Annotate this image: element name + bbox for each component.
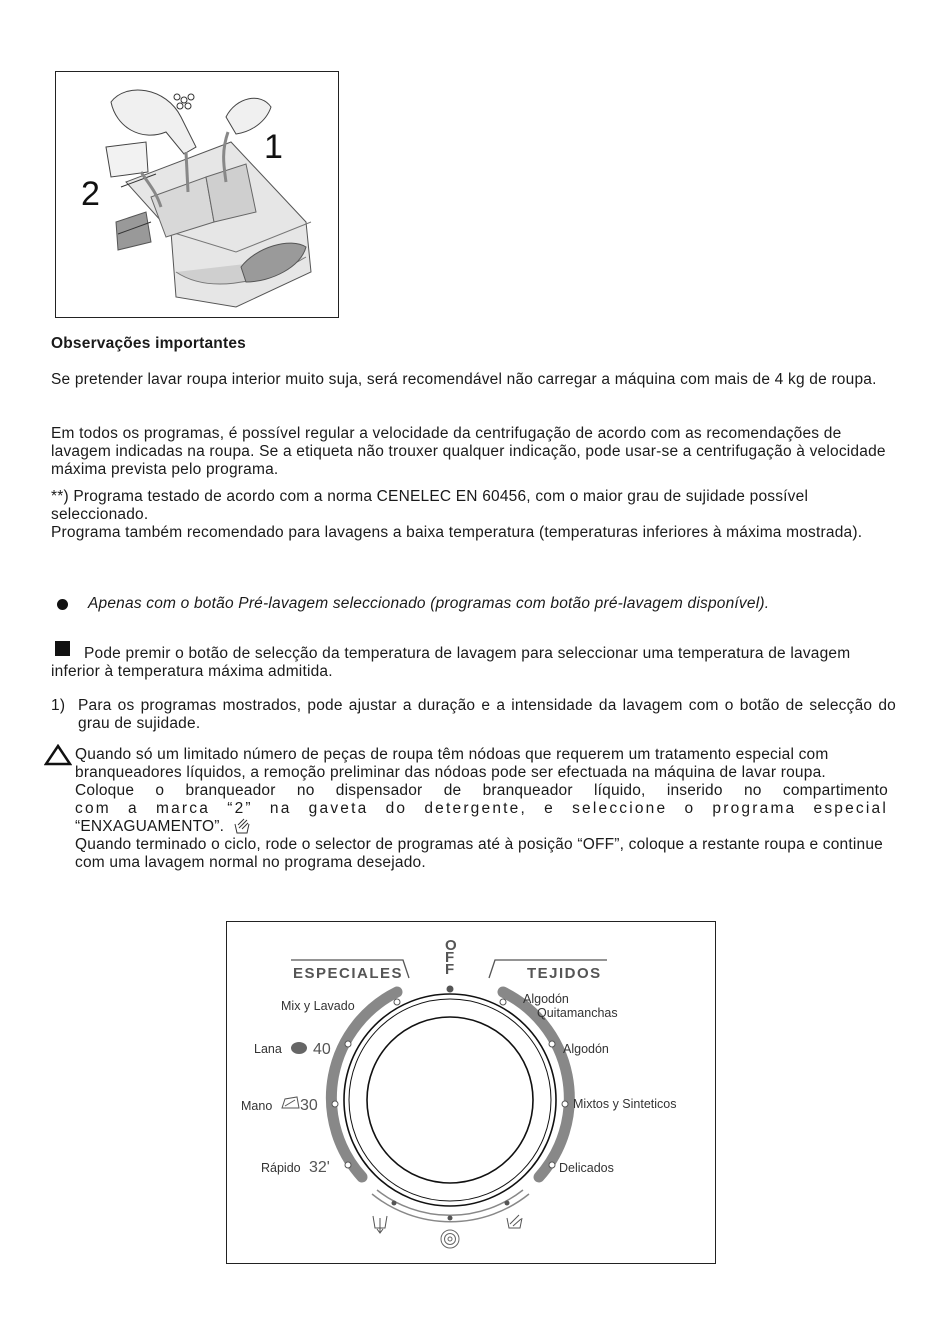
detergent-drawer-illustration [56, 72, 338, 317]
bleach-warning [75, 746, 888, 872]
program-delicados: Delicados [559, 1161, 614, 1175]
off-letter-f1: F [445, 949, 456, 966]
warning-line-3: Quando terminado o ciclo, rode o selector de programas até à posição “OFF”, coloque a restante roupa e continue com uma lavagem normal no programa desejado. [75, 836, 883, 871]
program-lana-temp: 40 [313, 1041, 331, 1058]
program-mixtos-sinteticos: Mixtos y Sinteticos [573, 1097, 677, 1111]
paragraph-cenelec [51, 488, 896, 542]
prewash-note: Apenas com o botão Pré-lavagem seleccionado (programas com botão pré-lavagem disponível). [88, 595, 770, 612]
detergent-drawer-figure [55, 71, 339, 318]
program-rapido-time: 32' [309, 1159, 330, 1176]
program-lana: Lana [254, 1042, 282, 1056]
cenelec-note: **) Programa testado de acordo com a norma CENELEC EN 60456, com o maior grau de sujidade possível seleccionado. [51, 488, 809, 523]
drain-icon [373, 1216, 387, 1233]
rinse-label: “ENXAGUAMENTO”. [75, 818, 225, 835]
warning-line-1: Quando só um limitado número de peças de roupa têm nódoas que requerem um tratamento especial com branqueadores líquidos, a remoção preliminar das nódoas pode ser efectuada na máquina de lavar roupa. [75, 746, 829, 781]
program-dial-figure [226, 921, 716, 1264]
rinse-icon [233, 818, 251, 834]
tejidos-header: TEJIDOS [527, 965, 602, 982]
warning-line-2c [75, 818, 888, 836]
program-quitamanchas: Quitamanchas [537, 1006, 618, 1020]
low-temp-note: Programa também recomendado para lavagens a baixa temperatura (temperaturas inferiores à máxima mostrada). [51, 524, 863, 541]
rinse-icon-dial [507, 1215, 522, 1228]
note-text: Para os programas mostrados, pode ajustar a duração e a intensidade da lavagem com o botão de selecção do grau de sujidade. [78, 697, 896, 732]
program-algodon-quitamanchas: Algodón [523, 992, 569, 1006]
bullet-dot-icon [57, 599, 68, 610]
program-algodon: Algodón [563, 1042, 609, 1056]
program-mix-y-lavado: Mix y Lavado [281, 999, 355, 1013]
program-dial [227, 922, 715, 1263]
especiales-header: ESPECIALES [293, 965, 404, 982]
warning-triangle-icon [44, 744, 72, 766]
off-letter-o: O [445, 937, 459, 954]
paragraph-spin-speed: Em todos os programas, é possível regular a velocidade da centrifugação de acordo com as recomendações de lavagem indicadas na roupa. Se a etiqueta não trouxer qualquer indicação, pode usar-se a centrifugação à velocidade máxima prevista pelo programa. [51, 425, 886, 478]
program-mano: Mano [241, 1099, 273, 1113]
paragraph-underwear: Se pretender lavar roupa interior muito suja, será recomendável não carregar a máquina com mais de 4 kg de roupa. [51, 371, 877, 388]
temperature-note: Pode premir o botão de selecção da temperatura de lavagem para seleccionar uma temperatura de lavagem inferior à temperatura máxima admitida. [51, 645, 851, 680]
hand-wash-icon [282, 1097, 299, 1108]
softener-flower-icon [174, 94, 194, 109]
section-heading: Observações importantes [51, 335, 246, 352]
off-letter-f2: F [445, 961, 456, 978]
numbered-note [51, 697, 896, 733]
figure-label-2: 2 [81, 175, 100, 213]
warning-line-2b: com a marca “2” na gaveta do detergente, e seleccione o programa especial [75, 800, 888, 817]
off-position-dot [447, 986, 454, 993]
wool-icon [291, 1042, 307, 1054]
program-mano-temp: 30 [300, 1097, 318, 1114]
program-rapido: Rápido [261, 1161, 301, 1175]
figure-label-1: 1 [264, 128, 283, 166]
spin-icon [441, 1230, 459, 1248]
warning-line-2a: Coloque o branqueador no dispensador de branqueador líquido, inserido no compartimento [75, 782, 888, 799]
note-number: 1) [51, 697, 66, 714]
